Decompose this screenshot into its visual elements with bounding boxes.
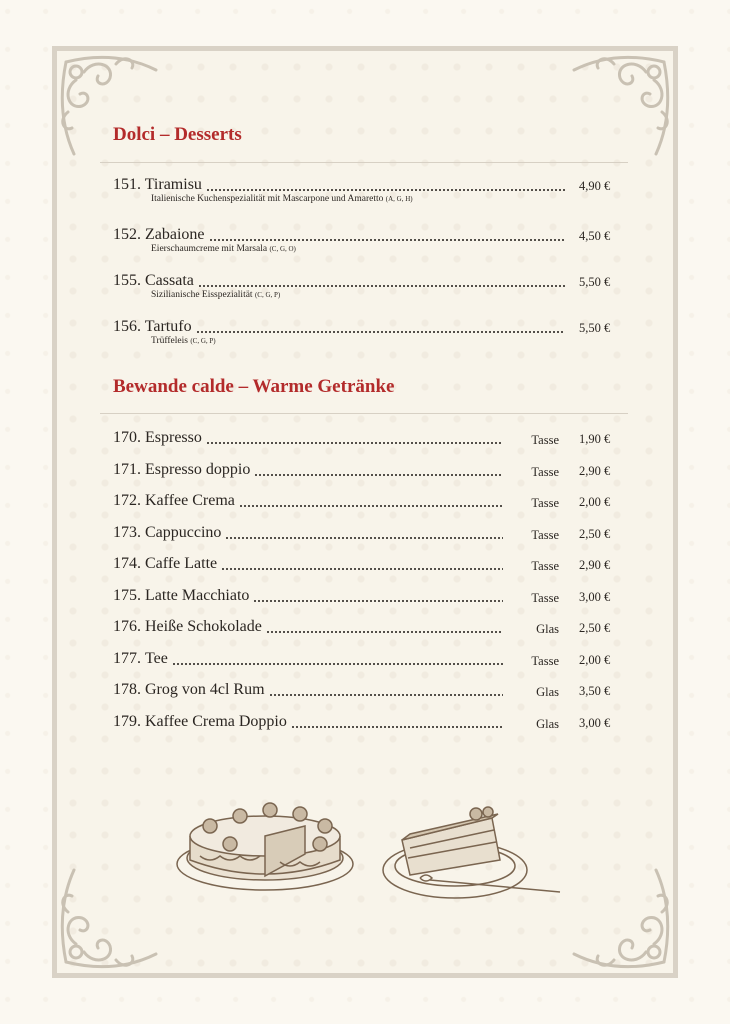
menu-item-price: 4,50 € [579, 229, 611, 243]
dot-leader [225, 537, 503, 539]
menu-item [113, 492, 618, 512]
dot-leader [198, 285, 565, 287]
menu-item-number: 152. [113, 226, 145, 243]
menu-item-unit: Tasse [531, 496, 559, 510]
cake-slice-illustration [380, 800, 565, 905]
menu-item-price: 3,50 € [579, 684, 611, 698]
menu-item-label [113, 713, 287, 731]
menu-item-price: 2,90 € [579, 558, 611, 572]
menu-item-row [113, 587, 618, 607]
menu-item-name: Kaffee Crema [145, 492, 235, 509]
menu-item-name: Tee [145, 649, 168, 667]
menu-item-number: 179. [113, 712, 141, 730]
menu-item-unit: Tasse [531, 559, 559, 573]
menu-item-name: Caffe Latte [145, 555, 218, 572]
corner-ornament-top-right [554, 42, 684, 172]
cake-illustration [170, 796, 360, 896]
menu-item [113, 713, 618, 733]
menu-item [113, 555, 618, 575]
menu-item-number: 175. [113, 586, 141, 604]
menu-item-name: Heiße Schokolade [145, 618, 262, 635]
menu-item-unit: Glas [536, 622, 559, 636]
dot-leader [206, 442, 503, 444]
corner-ornament-bottom-right [554, 852, 684, 982]
section-title-warm-drinks: Bewande calde – Warme Getränke [113, 376, 395, 397]
section-title-desserts: Dolci – Desserts [113, 124, 242, 145]
menu-item-description-text: Trüffeleis [151, 336, 188, 346]
dot-leader [206, 189, 565, 191]
menu-item-price: 2,00 € [579, 652, 611, 667]
menu-item-allergens: (C, G, P) [254, 291, 281, 299]
menu-item-row [113, 650, 618, 670]
menu-item [113, 429, 618, 449]
menu-item-number: 151. [113, 176, 145, 193]
menu-item-description-text: Italienische Kuchenspezialität mit Mascarpone und Amaretto [151, 194, 384, 204]
menu-item [113, 650, 618, 670]
menu-item-label [113, 587, 249, 605]
menu-item [113, 587, 618, 607]
menu-item-number: 178. [113, 681, 141, 698]
section-divider [100, 162, 628, 163]
menu-item-name: Tartufo [144, 318, 192, 335]
menu-item-price: 5,50 € [579, 275, 611, 289]
dot-leader [239, 505, 503, 507]
menu-item-allergens: (C, G, P) [190, 337, 216, 345]
menu-item-label [113, 524, 221, 542]
dot-leader [269, 694, 503, 696]
menu-item-price: 2,90 € [579, 463, 611, 478]
menu-item-label [113, 176, 202, 194]
menu-item-number: 177. [113, 649, 141, 667]
menu-item-allergens: (A, G, H) [385, 195, 413, 203]
menu-item-name: Espresso [145, 429, 202, 446]
menu-item-unit: Tasse [531, 527, 559, 542]
dot-leader [196, 331, 565, 333]
menu-item-number: 156. [113, 318, 145, 335]
menu-item-description-text: Eierschaumcreme mit Marsala [151, 244, 268, 254]
menu-item [113, 226, 618, 254]
menu-item-number: 172. [113, 492, 141, 509]
menu-item-price: 4,90 € [579, 179, 611, 193]
menu-item-price: 2,50 € [579, 526, 611, 541]
dot-leader [291, 726, 503, 728]
menu-item-price: 3,00 € [579, 589, 611, 604]
menu-item-number: 173. [113, 523, 141, 541]
menu-item-number: 176. [113, 618, 141, 635]
menu-item-row [113, 272, 618, 292]
menu-item [113, 524, 618, 544]
menu-item-name: Espresso doppio [145, 460, 251, 478]
menu-item-label [113, 492, 235, 510]
menu-item-row [113, 429, 618, 449]
menu-item-price: 5,50 € [579, 321, 611, 335]
menu-item-description-text: Sizilianische Eisspezialität [151, 290, 253, 300]
menu-item-row [113, 461, 618, 481]
menu-item-row [113, 555, 618, 575]
menu-item [113, 272, 618, 300]
menu-item-label [113, 272, 194, 290]
menu-item-unit: Glas [536, 685, 559, 699]
menu-item-unit: Tasse [531, 653, 559, 668]
menu-item-label [113, 226, 205, 244]
menu-item-unit: Tasse [531, 590, 559, 605]
menu-item-allergens: (C, G, O) [269, 245, 296, 253]
menu-item-number: 171. [113, 460, 141, 478]
menu-item-unit: Tasse [531, 464, 559, 479]
menu-item-price: 1,90 € [579, 432, 611, 446]
menu-item-label [113, 650, 168, 668]
menu-item-number: 155. [113, 272, 145, 289]
menu-item-name: Tiramisu [144, 176, 202, 193]
menu-item-unit: Glas [536, 716, 559, 731]
menu-item-name: Kaffee Crema Doppio [145, 712, 287, 730]
dot-leader [266, 631, 503, 633]
dot-leader [254, 474, 503, 476]
menu-item-row [113, 618, 618, 638]
menu-item-row [113, 176, 618, 196]
menu-item-name: Latte Macchiato [145, 586, 250, 604]
dot-leader [209, 239, 565, 241]
menu-item-row [113, 524, 618, 544]
section-divider [100, 413, 628, 414]
menu-item-label [113, 555, 217, 573]
menu-item-label [113, 429, 202, 447]
menu-item [113, 318, 618, 346]
menu-item [113, 681, 618, 701]
dot-leader [221, 568, 503, 570]
menu-item [113, 461, 618, 481]
menu-item-price: 3,00 € [579, 715, 611, 730]
menu-item-name: Zabaione [145, 226, 205, 243]
menu-item-label [113, 318, 192, 336]
menu-item-number: 174. [113, 555, 141, 572]
corner-ornament-top-left [46, 42, 176, 172]
menu-item [113, 618, 618, 638]
menu-item-row [113, 713, 618, 733]
menu-item-label [113, 618, 262, 636]
menu-item [113, 176, 618, 204]
menu-item-label [113, 681, 265, 699]
menu-item-row [113, 318, 618, 338]
menu-item-number: 170. [113, 429, 141, 446]
menu-item-row [113, 226, 618, 246]
menu-item-unit: Tasse [531, 433, 559, 447]
corner-ornament-bottom-left [46, 852, 176, 982]
menu-item-row [113, 681, 618, 701]
dot-leader [172, 663, 503, 665]
menu-item-price: 2,50 € [579, 621, 611, 635]
menu-item-price: 2,00 € [579, 495, 611, 509]
menu-item-name: Cassata [145, 272, 194, 289]
menu-item-name: Grog von 4cl Rum [145, 681, 265, 698]
menu-item-label [113, 461, 250, 479]
menu-item-row [113, 492, 618, 512]
menu-item-name: Cappuccino [145, 523, 222, 541]
dot-leader [253, 600, 503, 602]
